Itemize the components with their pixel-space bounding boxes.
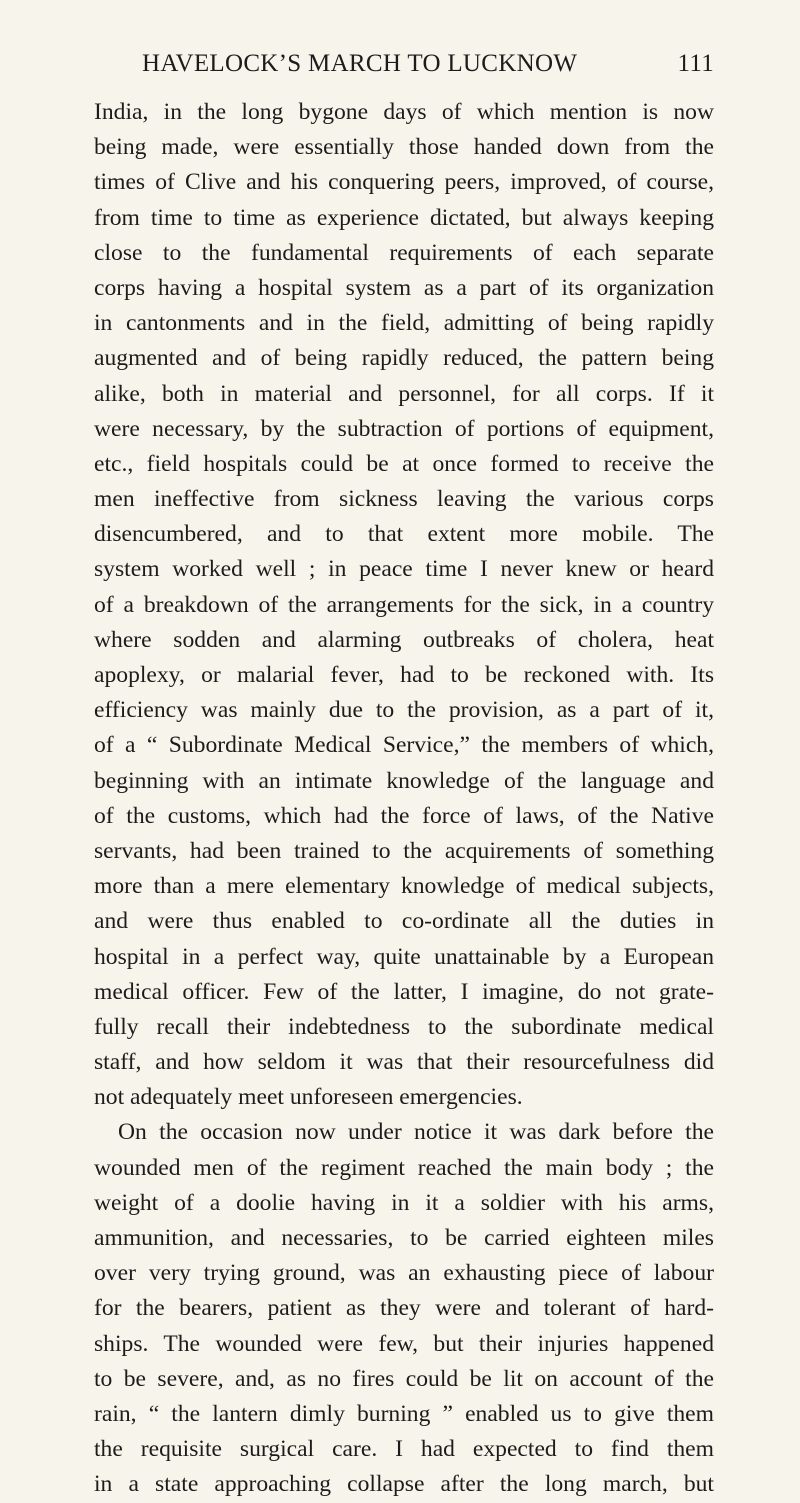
paragraph	[94, 1115, 714, 1502]
text-line: alike, both in material and personnel, for all corps. If it	[94, 380, 714, 407]
text-line: of a “ Subordinate Medical Service,” the members of which,	[94, 732, 714, 759]
text-line: ammunition, and necessaries, to be carried eighteen miles	[94, 1225, 714, 1251]
text-line: rain, “ the lantern dimly burning ” enabled us to give them	[94, 1400, 714, 1427]
text-line: staff, and how seldom it was that their resourcefulness did	[94, 1049, 714, 1076]
text-line: corps having a hospital system as a part of its organization	[94, 274, 714, 301]
text-line: to be severe, and, as no fires could be lit on account of the	[94, 1365, 714, 1392]
text-line: where sodden and alarming outbreaks of cholera, heat	[94, 626, 714, 653]
text-line: in cantonments and in the field, admitting of being rapidly	[94, 310, 714, 337]
text-line: of a breakdown of the arrangements for the sick, in a country	[94, 591, 714, 618]
text-line: disencumbered, and to that extent more mobile. The	[94, 521, 714, 548]
text-line: being made, were essentially those handed down from the	[94, 134, 714, 161]
text-line: men ineffective from sickness leaving the various corps	[94, 486, 714, 513]
text-line: system worked well ; in peace time I never knew or heard	[94, 556, 714, 583]
page-number: 111	[677, 50, 714, 77]
text-line: times of Clive and his conquering peers, improved, of course,	[94, 169, 714, 196]
text-line: over very trying ground, was an exhausting piece of labour	[94, 1260, 714, 1287]
text-line: of the customs, which had the force of laws, of the Native	[94, 802, 714, 829]
text-line: etc., field hospitals could be at once formed to receive the	[94, 450, 714, 477]
text-line: medical officer. Few of the latter, I imagine, do not grate-	[94, 978, 714, 1005]
text-line: in a state approaching collapse after the long march, but	[94, 1471, 714, 1498]
text-line: On the occasion now under notice it was dark before the	[118, 1119, 714, 1146]
text-line: from time to time as experience dictated, but always keeping	[94, 204, 714, 231]
text-line: ships. The wounded were few, but their injuries happened	[94, 1330, 714, 1357]
text-line: more than a mere elementary knowledge of medical subjects,	[94, 873, 714, 900]
text-line: and were thus enabled to co-ordinate all the duties in	[94, 908, 714, 935]
text-line: not adequately meet unforeseen emergencies.	[94, 1084, 523, 1111]
text-line: servants, had been trained to the acquirements of something	[94, 837, 714, 864]
text-line: wounded men of the regiment reached the main body ; the	[94, 1154, 714, 1181]
book-page	[94, 50, 714, 1503]
text-line: close to the fundamental requirements of each separate	[94, 239, 714, 266]
text-line: efficiency was mainly due to the provision, as a part of it,	[94, 697, 714, 724]
text-line: weight of a doolie having in it a soldier with his arms,	[94, 1189, 714, 1216]
text-line: India, in the long bygone days of which mention is now	[94, 99, 714, 125]
body-text	[94, 95, 714, 1503]
text-line: were necessary, by the subtraction of portions of equipment,	[94, 415, 714, 442]
text-line: for the bearers, patient as they were and tolerant of hard-	[94, 1295, 714, 1322]
text-line: apoplexy, or malarial fever, had to be reckoned with. Its	[94, 662, 714, 688]
paragraph	[94, 95, 714, 1115]
running-head	[94, 50, 714, 84]
text-line: augmented and of being rapidly reduced, the pattern being	[94, 345, 714, 372]
running-title: HAVELOCK’S MARCH TO LUCKNOW	[142, 50, 578, 77]
text-line: the requisite surgical care. I had expected to find them	[94, 1436, 714, 1463]
text-line: fully recall their indebtedness to the subordinate medical	[94, 1013, 714, 1040]
text-line: hospital in a perfect way, quite unattainable by a European	[94, 943, 714, 970]
text-line: beginning with an intimate knowledge of the language and	[94, 767, 714, 794]
